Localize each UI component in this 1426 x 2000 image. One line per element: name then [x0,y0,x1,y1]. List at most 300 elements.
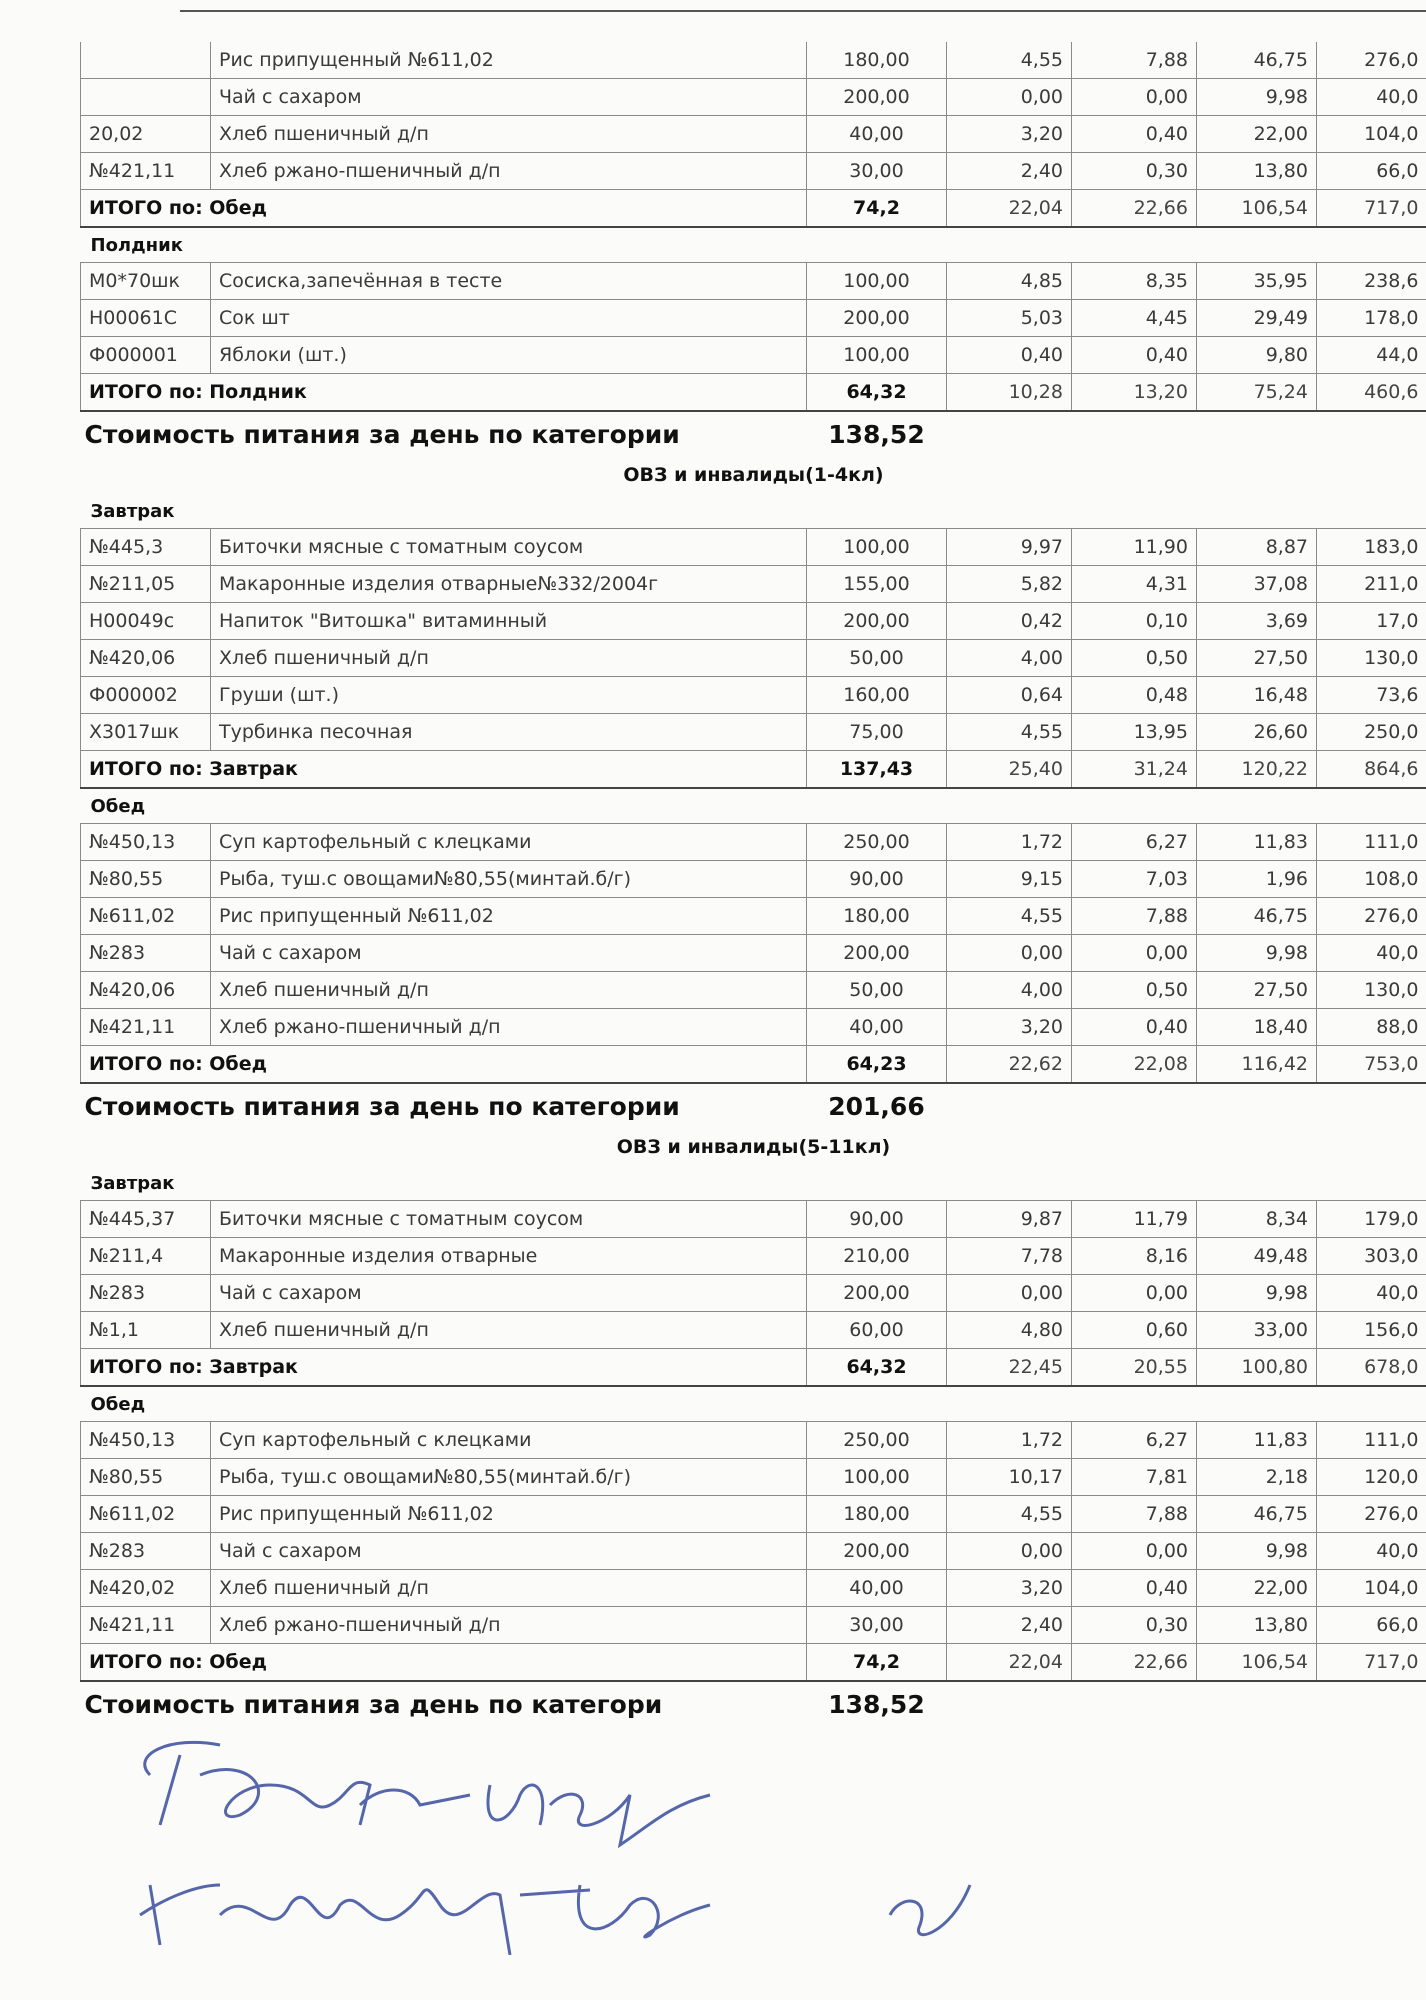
section-heading-label: Обед [81,788,1426,824]
total-energy: 717,0 [1317,1644,1426,1682]
dish-weight: 180,00 [807,1496,947,1533]
carbs-value: 9,98 [1197,1533,1317,1570]
table-row [81,529,1426,566]
section-heading [81,788,1426,824]
carbs-value: 37,08 [1197,566,1317,603]
dish-weight: 100,00 [807,1459,947,1496]
category-title: ОВЗ и инвалиды(1-4кл) [623,464,884,486]
total-fat: 31,24 [1072,751,1197,789]
fat-value: 7,88 [1072,42,1197,79]
table-row [81,1312,1426,1349]
day-cost-value: 201,66 [828,1091,925,1121]
dish-code: Н00061С [81,300,211,337]
total-cost: 64,23 [807,1046,947,1084]
protein-value: 3,20 [947,1009,1072,1046]
fat-value: 0,50 [1072,640,1197,677]
dish-name: Макаронные изделия отварные [211,1238,807,1275]
dish-weight: 180,00 [807,898,947,935]
dish-code: №450,13 [81,824,211,861]
protein-value: 5,82 [947,566,1072,603]
section-heading [81,227,1426,263]
total-cost: 137,43 [807,751,947,789]
table-row [81,1422,1426,1459]
table-row [81,824,1426,861]
energy-value: 276,0 [1317,1496,1426,1533]
dish-name: Чай с сахаром [211,1275,807,1312]
energy-value: 104,0 [1317,116,1426,153]
carbs-value: 11,83 [1197,1422,1317,1459]
table-row [81,153,1426,190]
section-heading [81,1166,1426,1201]
protein-value: 4,00 [947,640,1072,677]
dish-weight: 200,00 [807,935,947,972]
top-edge-line [180,10,1426,12]
dish-code: Н00049с [81,603,211,640]
fat-value: 0,00 [1072,1275,1197,1312]
dish-name: Груши (шт.) [211,677,807,714]
menu-table [80,42,1426,1726]
table-row [81,714,1426,751]
table-row [81,972,1426,1009]
fat-value: 0,40 [1072,337,1197,374]
table-row [81,1275,1426,1312]
carbs-value: 13,80 [1197,153,1317,190]
energy-value: 211,0 [1317,566,1426,603]
dish-code: №211,4 [81,1238,211,1275]
dish-weight: 100,00 [807,263,947,300]
fat-value: 7,88 [1072,1496,1197,1533]
energy-value: 250,0 [1317,714,1426,751]
dish-name: Биточки мясные с томатным соусом [211,529,807,566]
carbs-value: 8,34 [1197,1201,1317,1238]
energy-value: 156,0 [1317,1312,1426,1349]
table-row [81,1201,1426,1238]
total-label: ИТОГО по: Обед [81,1046,807,1084]
protein-value: 9,87 [947,1201,1072,1238]
fat-value: 0,00 [1072,1533,1197,1570]
energy-value: 104,0 [1317,1570,1426,1607]
table-row [81,861,1426,898]
dish-code: №611,02 [81,898,211,935]
dish-weight: 100,00 [807,529,947,566]
dish-name: Напиток "Витошка" витаминный [211,603,807,640]
protein-value: 4,00 [947,972,1072,1009]
carbs-value: 13,80 [1197,1607,1317,1644]
dish-name: Хлеб пшеничный д/п [211,972,807,1009]
table-row [81,1607,1426,1644]
dish-weight: 200,00 [807,300,947,337]
total-cost: 64,32 [807,1349,947,1387]
fat-value: 0,00 [1072,79,1197,116]
fat-value: 0,40 [1072,116,1197,153]
dish-name: Рис припущенный №611,02 [211,42,807,79]
energy-value: 238,6 [1317,263,1426,300]
energy-value: 111,0 [1317,1422,1426,1459]
dish-weight: 200,00 [807,79,947,116]
total-energy: 864,6 [1317,751,1426,789]
protein-value: 10,17 [947,1459,1072,1496]
carbs-value: 9,98 [1197,1275,1317,1312]
protein-value: 4,80 [947,1312,1072,1349]
fat-value: 13,95 [1072,714,1197,751]
table-row [81,1009,1426,1046]
day-cost-label: Стоимость питания за день по категори [84,1689,663,1719]
dish-name: Чай с сахаром [211,79,807,116]
table-row [81,935,1426,972]
section-heading-label: Обед [81,1386,1426,1422]
dish-weight: 210,00 [807,1238,947,1275]
category-title: ОВЗ и инвалиды(5-11кл) [616,1136,891,1158]
energy-value: 73,6 [1317,677,1426,714]
section-heading-label: Завтрак [81,1166,1426,1201]
table-row [81,116,1426,153]
fat-value: 4,31 [1072,566,1197,603]
total-row [81,374,1426,412]
dish-name: Сосиска,запечённая в тесте [211,263,807,300]
table-row [81,337,1426,374]
protein-value: 3,20 [947,1570,1072,1607]
carbs-value: 22,00 [1197,116,1317,153]
section-heading [81,1386,1426,1422]
protein-value: 4,55 [947,898,1072,935]
energy-value: 130,0 [1317,640,1426,677]
carbs-value: 46,75 [1197,898,1317,935]
total-fat: 13,20 [1072,374,1197,412]
dish-name: Суп картофельный с клецками [211,824,807,861]
protein-value: 4,55 [947,1496,1072,1533]
total-protein: 25,40 [947,751,1072,789]
energy-value: 276,0 [1317,898,1426,935]
fat-value: 0,10 [1072,603,1197,640]
dish-code: №421,11 [81,153,211,190]
dish-name: Рыба, туш.с овощами№80,55(минтай.б/г) [211,1459,807,1496]
fat-value: 0,40 [1072,1009,1197,1046]
total-energy: 717,0 [1317,190,1426,228]
fat-value: 0,60 [1072,1312,1197,1349]
energy-value: 44,0 [1317,337,1426,374]
fat-value: 0,48 [1072,677,1197,714]
dish-name: Макаронные изделия отварные№332/2004г [211,566,807,603]
protein-value: 9,97 [947,529,1072,566]
day-cost-label: Стоимость питания за день по категории [84,1091,680,1121]
dish-name: Хлеб пшеничный д/п [211,1312,807,1349]
total-row [81,1046,1426,1084]
carbs-value: 29,49 [1197,300,1317,337]
table-row [81,640,1426,677]
table-row [81,1459,1426,1496]
dish-name: Рис припущенный №611,02 [211,898,807,935]
energy-value: 40,0 [1317,1275,1426,1312]
dish-code: №445,37 [81,1201,211,1238]
dish-weight: 155,00 [807,566,947,603]
dish-code: №420,06 [81,972,211,1009]
energy-value: 179,0 [1317,1201,1426,1238]
energy-value: 17,0 [1317,603,1426,640]
fat-value: 6,27 [1072,824,1197,861]
total-carbs: 116,42 [1197,1046,1317,1084]
fat-value: 7,03 [1072,861,1197,898]
energy-value: 303,0 [1317,1238,1426,1275]
dish-name: Хлеб ржано-пшеничный д/п [211,153,807,190]
protein-value: 3,20 [947,116,1072,153]
protein-value: 0,00 [947,79,1072,116]
table-row [81,300,1426,337]
protein-value: 0,40 [947,337,1072,374]
protein-value: 2,40 [947,153,1072,190]
carbs-value: 9,80 [1197,337,1317,374]
dish-name: Хлеб ржано-пшеничный д/п [211,1607,807,1644]
energy-value: 178,0 [1317,300,1426,337]
fat-value: 11,79 [1072,1201,1197,1238]
protein-value: 0,00 [947,1275,1072,1312]
dish-code: №80,55 [81,861,211,898]
total-carbs: 106,54 [1197,1644,1317,1682]
total-fat: 22,08 [1072,1046,1197,1084]
total-protein: 22,62 [947,1046,1072,1084]
dish-name: Биточки мясные с томатным соусом [211,1201,807,1238]
dish-code [81,42,211,79]
dish-weight: 180,00 [807,42,947,79]
section-heading [81,494,1426,529]
energy-value: 183,0 [1317,529,1426,566]
energy-value: 40,0 [1317,1533,1426,1570]
carbs-value: 46,75 [1197,1496,1317,1533]
day-cost-row [81,411,1426,456]
total-row [81,751,1426,789]
dish-code: №283 [81,1275,211,1312]
energy-value: 40,0 [1317,935,1426,972]
table-row [81,263,1426,300]
dish-weight: 200,00 [807,1533,947,1570]
total-energy: 460,6 [1317,374,1426,412]
dish-name: Рыба, туш.с овощами№80,55(минтай.б/г) [211,861,807,898]
dish-weight: 250,00 [807,824,947,861]
table-row [81,1570,1426,1607]
dish-name: Чай с сахаром [211,935,807,972]
dish-weight: 50,00 [807,972,947,1009]
dish-weight: 250,00 [807,1422,947,1459]
day-cost-row [81,1083,1426,1128]
section-heading-label: Полдник [81,227,1426,263]
dish-code: №80,55 [81,1459,211,1496]
dish-weight: 75,00 [807,714,947,751]
dish-weight: 40,00 [807,116,947,153]
total-label: ИТОГО по: Завтрак [81,751,807,789]
dish-code: №283 [81,1533,211,1570]
fat-value: 0,30 [1072,153,1197,190]
dish-weight: 90,00 [807,861,947,898]
total-fat: 22,66 [1072,190,1197,228]
carbs-value: 11,83 [1197,824,1317,861]
energy-value: 120,0 [1317,1459,1426,1496]
carbs-value: 27,50 [1197,640,1317,677]
dish-name: Турбинка песочная [211,714,807,751]
total-protein: 22,04 [947,1644,1072,1682]
dish-code: №421,11 [81,1607,211,1644]
energy-value: 130,0 [1317,972,1426,1009]
fat-value: 0,30 [1072,1607,1197,1644]
dish-code: №421,11 [81,1009,211,1046]
protein-value: 9,15 [947,861,1072,898]
table-row [81,566,1426,603]
protein-value: 2,40 [947,1607,1072,1644]
fat-value: 0,50 [1072,972,1197,1009]
dish-code: №420,02 [81,1570,211,1607]
day-cost-value: 138,52 [828,419,925,449]
dish-weight: 160,00 [807,677,947,714]
dish-code: №420,06 [81,640,211,677]
total-carbs: 75,24 [1197,374,1317,412]
carbs-value: 33,00 [1197,1312,1317,1349]
table-row [81,1238,1426,1275]
dish-weight: 60,00 [807,1312,947,1349]
carbs-value: 27,50 [1197,972,1317,1009]
protein-value: 0,64 [947,677,1072,714]
dish-code: №1,1 [81,1312,211,1349]
energy-value: 276,0 [1317,42,1426,79]
dish-code: Ф000002 [81,677,211,714]
energy-value: 66,0 [1317,1607,1426,1644]
total-row [81,190,1426,228]
menu-document [80,42,1426,1726]
table-row [81,42,1426,79]
fat-value: 6,27 [1072,1422,1197,1459]
total-carbs: 120,22 [1197,751,1317,789]
total-protein: 22,04 [947,190,1072,228]
carbs-value: 2,18 [1197,1459,1317,1496]
total-energy: 753,0 [1317,1046,1426,1084]
fat-value: 0,00 [1072,935,1197,972]
protein-value: 0,42 [947,603,1072,640]
dish-weight: 200,00 [807,1275,947,1312]
dish-weight: 100,00 [807,337,947,374]
dish-code: №283 [81,935,211,972]
dish-weight: 30,00 [807,153,947,190]
carbs-value: 9,98 [1197,935,1317,972]
day-cost-label: Стоимость питания за день по категории [84,419,680,449]
total-label: ИТОГО по: Обед [81,190,807,228]
total-row [81,1349,1426,1387]
carbs-value: 46,75 [1197,42,1317,79]
carbs-value: 9,98 [1197,79,1317,116]
dish-name: Хлеб пшеничный д/п [211,640,807,677]
energy-value: 108,0 [1317,861,1426,898]
fat-value: 11,90 [1072,529,1197,566]
dish-name: Сок шт [211,300,807,337]
fat-value: 8,16 [1072,1238,1197,1275]
carbs-value: 8,87 [1197,529,1317,566]
fat-value: 8,35 [1072,263,1197,300]
total-cost: 74,2 [807,1644,947,1682]
carbs-value: 1,96 [1197,861,1317,898]
table-row [81,1496,1426,1533]
protein-value: 1,72 [947,824,1072,861]
total-protein: 10,28 [947,374,1072,412]
total-carbs: 106,54 [1197,190,1317,228]
table-row [81,603,1426,640]
carbs-value: 18,40 [1197,1009,1317,1046]
dish-code: Х3017шк [81,714,211,751]
energy-value: 66,0 [1317,153,1426,190]
total-label: ИТОГО по: Обед [81,1644,807,1682]
energy-value: 88,0 [1317,1009,1426,1046]
total-fat: 20,55 [1072,1349,1197,1387]
dish-name: Суп картофельный с клецками [211,1422,807,1459]
fat-value: 4,45 [1072,300,1197,337]
protein-value: 0,00 [947,935,1072,972]
dish-name: Хлеб ржано-пшеничный д/п [211,1009,807,1046]
handwritten-signature [110,1715,1010,1955]
dish-code: №611,02 [81,1496,211,1533]
dish-weight: 40,00 [807,1570,947,1607]
dish-weight: 40,00 [807,1009,947,1046]
total-protein: 22,45 [947,1349,1072,1387]
total-label: ИТОГО по: Завтрак [81,1349,807,1387]
protein-value: 0,00 [947,1533,1072,1570]
dish-weight: 90,00 [807,1201,947,1238]
category-heading [81,1128,1426,1166]
protein-value: 4,55 [947,42,1072,79]
carbs-value: 16,48 [1197,677,1317,714]
carbs-value: 26,60 [1197,714,1317,751]
total-cost: 64,32 [807,374,947,412]
dish-weight: 30,00 [807,1607,947,1644]
protein-value: 7,78 [947,1238,1072,1275]
protein-value: 4,55 [947,714,1072,751]
carbs-value: 22,00 [1197,1570,1317,1607]
total-energy: 678,0 [1317,1349,1426,1387]
dish-name: Хлеб пшеничный д/п [211,116,807,153]
dish-code: №445,3 [81,529,211,566]
carbs-value: 3,69 [1197,603,1317,640]
energy-value: 40,0 [1317,79,1426,116]
protein-value: 1,72 [947,1422,1072,1459]
total-carbs: 100,80 [1197,1349,1317,1387]
protein-value: 5,03 [947,300,1072,337]
table-row [81,898,1426,935]
table-row [81,677,1426,714]
section-heading-label: Завтрак [81,494,1426,529]
total-fat: 22,66 [1072,1644,1197,1682]
dish-name: Чай с сахаром [211,1533,807,1570]
category-heading [81,456,1426,494]
energy-value: 111,0 [1317,824,1426,861]
dish-code: М0*70шк [81,263,211,300]
total-row [81,1644,1426,1682]
dish-code: №211,05 [81,566,211,603]
dish-code [81,79,211,116]
dish-code: 20,02 [81,116,211,153]
dish-code: №450,13 [81,1422,211,1459]
carbs-value: 35,95 [1197,263,1317,300]
dish-weight: 50,00 [807,640,947,677]
table-row [81,1533,1426,1570]
fat-value: 7,81 [1072,1459,1197,1496]
fat-value: 7,88 [1072,898,1197,935]
dish-weight: 200,00 [807,603,947,640]
total-label: ИТОГО по: Полдник [81,374,807,412]
table-row [81,79,1426,116]
dish-code: Ф000001 [81,337,211,374]
dish-name: Яблоки (шт.) [211,337,807,374]
carbs-value: 49,48 [1197,1238,1317,1275]
day-cost-value: 138,52 [828,1689,925,1719]
dish-name: Рис припущенный №611,02 [211,1496,807,1533]
dish-name: Хлеб пшеничный д/п [211,1570,807,1607]
protein-value: 4,85 [947,263,1072,300]
total-cost: 74,2 [807,190,947,228]
fat-value: 0,40 [1072,1570,1197,1607]
